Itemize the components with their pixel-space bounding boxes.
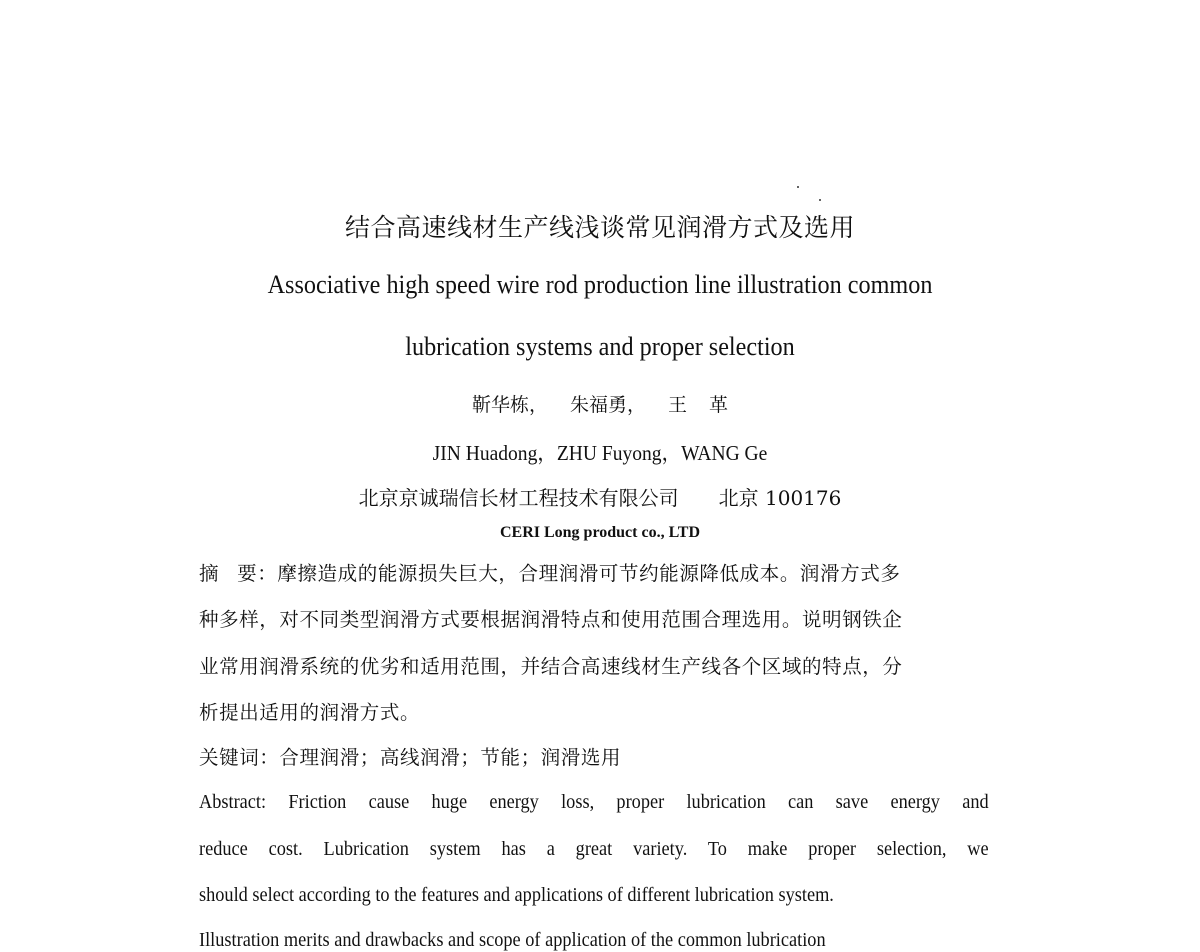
authors-english: JIN Huadong，ZHU Fuyong，WANG Ge bbox=[432, 441, 768, 465]
author-cn-1: 靳华栋， bbox=[471, 394, 548, 416]
abstract-cn-line-4: 析提出适用的润滑方式。 bbox=[199, 701, 421, 724]
affiliation-name-cn: 北京京诚瑞信长材工程技术有限公司 bbox=[358, 486, 679, 510]
abstract-en-line-4: Illustration merits and drawbacks and scope of application of the common lubrication bbox=[199, 929, 826, 951]
title-chinese: 结合高速线材生产线浅谈常见润滑方式及选用 bbox=[344, 213, 855, 242]
abstract-cn-line-3: 业常用润滑系统的优劣和适用范围，并结合高速线材生产线各个区域的特点，分 bbox=[199, 655, 903, 678]
abstract-en-line-3: should select according to the features and applications of different lubrication system. bbox=[199, 884, 834, 906]
affiliation-chinese bbox=[0, 482, 1200, 511]
abstract-en-line-2: reduce cost. Lubrication system has a great variety. To make proper selection, we bbox=[199, 838, 989, 860]
keywords-chinese: 关键词：合理润滑；高线润滑；节能；润滑选用 bbox=[199, 746, 622, 769]
abstract-label-1: 摘 bbox=[199, 562, 220, 585]
affiliation-english: CERI Long product co., LTD bbox=[499, 524, 701, 541]
title-english-line-1: Associative high speed wire rod production line illustration common bbox=[267, 270, 933, 299]
authors-chinese bbox=[0, 390, 1200, 417]
abstract-cn-text-1: 摩擦造成的能源损失巨大，合理润滑可节约能源降低成本。润滑方式多 bbox=[277, 562, 901, 585]
author-cn-3-given: 王 bbox=[668, 394, 688, 416]
abstract-label-2: 要： bbox=[237, 562, 278, 585]
abstract-en-line-1: Abstract: Friction cause huge energy loss, proper lubrication can save energy and bbox=[199, 791, 989, 813]
affiliation-city-cn: 北京 100176 bbox=[718, 486, 842, 510]
scan-speck bbox=[819, 199, 821, 201]
author-cn-3-name: 革 bbox=[709, 394, 729, 416]
author-cn-2: 朱福勇， bbox=[569, 394, 646, 416]
abstract-cn-line-2: 种多样，对不同类型润滑方式要根据润滑特点和使用范围合理选用。说明钢铁企 bbox=[199, 608, 903, 631]
title-english-line-2: lubrication systems and proper selection bbox=[405, 332, 795, 361]
abstract-cn-line-1 bbox=[199, 558, 900, 586]
scan-speck bbox=[797, 186, 799, 188]
